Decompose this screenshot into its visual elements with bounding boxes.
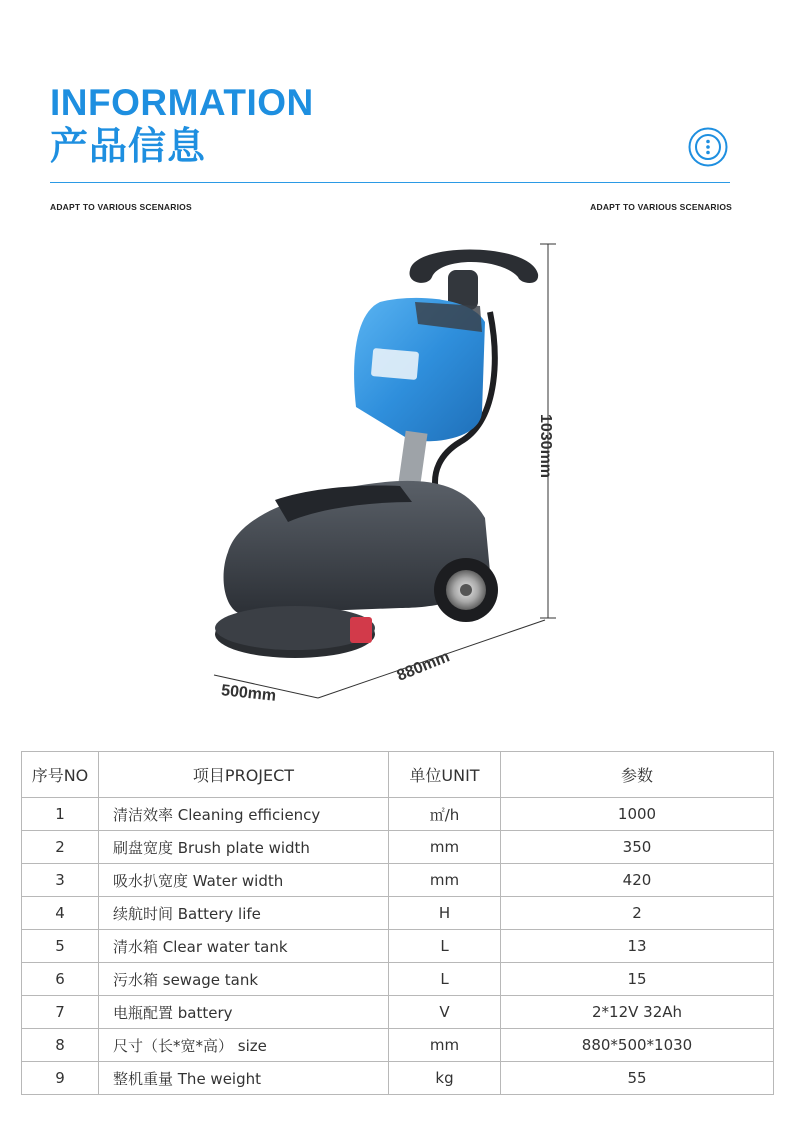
cell-value: 15 [501, 963, 774, 996]
cell-unit: V [389, 996, 501, 1029]
cell-project: 续航时间 Battery life [99, 897, 389, 930]
cell-unit: L [389, 963, 501, 996]
table-header-row [22, 752, 774, 798]
table-row [22, 864, 774, 897]
width-dimension-label: 500mm [220, 682, 277, 705]
cell-no: 3 [22, 864, 99, 897]
table-row [22, 1062, 774, 1095]
cell-project: 吸水扒宽度 Water width [99, 864, 389, 897]
cell-value: 2 [501, 897, 774, 930]
table-row [22, 831, 774, 864]
cell-no: 7 [22, 996, 99, 1029]
page-title-cn: 产品信息 [50, 124, 207, 168]
cell-project: 尺寸（长*宽*高） size [99, 1029, 389, 1062]
table-row [22, 930, 774, 963]
cell-no: 2 [22, 831, 99, 864]
cell-unit: mm [389, 864, 501, 897]
cell-project: 清水箱 Clear water tank [99, 930, 389, 963]
cell-value: 880*500*1030 [501, 1029, 774, 1062]
cell-value: 2*12V 32Ah [501, 996, 774, 1029]
header-no: 序号NO [22, 752, 99, 798]
cell-unit: L [389, 930, 501, 963]
cell-unit: H [389, 897, 501, 930]
length-dimension-label: 880mm [394, 648, 453, 685]
table-row [22, 996, 774, 1029]
header-divider [50, 182, 730, 183]
subtitle-left: ADAPT TO VARIOUS SCENARIOS [50, 202, 192, 212]
cell-unit: ㎡/h [389, 798, 501, 831]
cell-project: 整机重量 The weight [99, 1062, 389, 1095]
circle-dots-icon [688, 127, 728, 167]
cell-no: 9 [22, 1062, 99, 1095]
header-project: 项目PROJECT [99, 752, 389, 798]
cell-unit: kg [389, 1062, 501, 1095]
cell-value: 55 [501, 1062, 774, 1095]
table-row [22, 897, 774, 930]
cell-value: 13 [501, 930, 774, 963]
cell-unit: mm [389, 1029, 501, 1062]
page-title-en: INFORMATION [50, 82, 314, 123]
cell-project: 污水箱 sewage tank [99, 963, 389, 996]
cell-value: 350 [501, 831, 774, 864]
cell-no: 8 [22, 1029, 99, 1062]
cell-no: 6 [22, 963, 99, 996]
cell-no: 4 [22, 897, 99, 930]
cell-value: 420 [501, 864, 774, 897]
header-unit: 单位UNIT [389, 752, 501, 798]
table-row [22, 1029, 774, 1062]
table-row [22, 963, 774, 996]
spec-table [21, 751, 774, 1095]
cell-no: 5 [22, 930, 99, 963]
table-row [22, 798, 774, 831]
cell-unit: mm [389, 831, 501, 864]
cell-project: 清洁效率 Cleaning efficiency [99, 798, 389, 831]
subtitle-right: ADAPT TO VARIOUS SCENARIOS [590, 202, 732, 212]
cell-value: 1000 [501, 798, 774, 831]
header-value: 参数 [501, 752, 774, 798]
height-dimension-label: 1030mm [537, 413, 555, 479]
cell-no: 1 [22, 798, 99, 831]
cell-project: 电瓶配置 battery [99, 996, 389, 1029]
cell-project: 刷盘宽度 Brush plate width [99, 831, 389, 864]
